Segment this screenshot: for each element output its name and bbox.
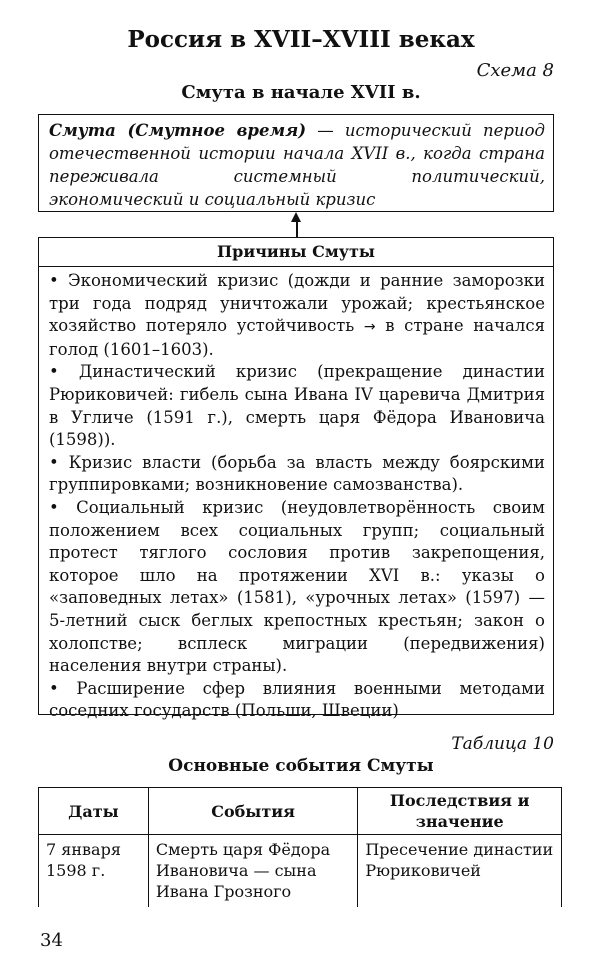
definition-term: Смута (Смутное время) [49, 121, 307, 140]
cell-event: Смерть царя Фёдора Ивановича — сына Ивана Грозного [148, 835, 358, 908]
events-table [38, 787, 562, 907]
cause-item-text: в стране начался голод (1601–1603). [49, 316, 545, 359]
table-row [39, 835, 562, 908]
column-header-dates: Даты [39, 788, 149, 835]
table-title: Основные события Смуты [168, 756, 434, 776]
definition-text: — исторический период отечественной истории начала XVII в., когда страна переживала системный политический, экономический и социальный кризис [49, 121, 545, 209]
connector-line [296, 220, 298, 238]
column-header-events: События [148, 788, 358, 835]
cause-item: • Кризис власти (борьба за власть между боярскими группировками; возникновение самозванства). [49, 452, 545, 495]
causes-box [38, 237, 554, 721]
table-header-row [39, 788, 562, 835]
scheme-label: Схема 8 [476, 60, 554, 81]
page-title: Россия в XVII–XVIII веках [127, 26, 475, 53]
column-header-consequences: Последствия и значение [358, 788, 562, 835]
definition-box [38, 114, 554, 212]
table-label: Таблица 10 [451, 734, 554, 754]
section-title: Смута в начале XVII в. [181, 82, 421, 103]
cell-date: 7 января 1598 г. [39, 835, 149, 908]
causes-list [39, 267, 553, 723]
cause-item-text: • Экономический кризис (дожди и ранние заморозки три года подряд уничтожали урожай; крестьянское хозяйство потеряло устойчивость [49, 271, 545, 336]
cause-item [49, 270, 545, 361]
arrow-right-icon: → [363, 319, 376, 336]
cause-item: • Расширение сфер влияния военными методами соседних государств (Польши, Швеции) [49, 678, 545, 721]
cause-item: • Социальный кризис (неудовлетворённость своим положением всех социальных групп; социальный протест тяглого сословия против закрепощения, которое шло на протяжении XVI в.: указы о «заповедных летах» (1581), «урочных летах» (1597) — 5-летний сыск беглых крепостных крестьян; закон о холопстве; всплеск миграции (передвижения) населения внутри страны). [49, 497, 545, 676]
page-number: 34 [40, 930, 63, 951]
cell-consequence: Пресечение династии Рюриковичей [358, 835, 562, 908]
cause-item: • Династический кризис (прекращение династии Рюриковичей: гибель сына Ивана IV царевича Дмитрия в Угличе (1591 г.), смерть царя Фёдора Ивановича (1598)). [49, 362, 545, 450]
causes-title: Причины Смуты [39, 238, 553, 267]
arrow-up-icon [291, 212, 301, 222]
